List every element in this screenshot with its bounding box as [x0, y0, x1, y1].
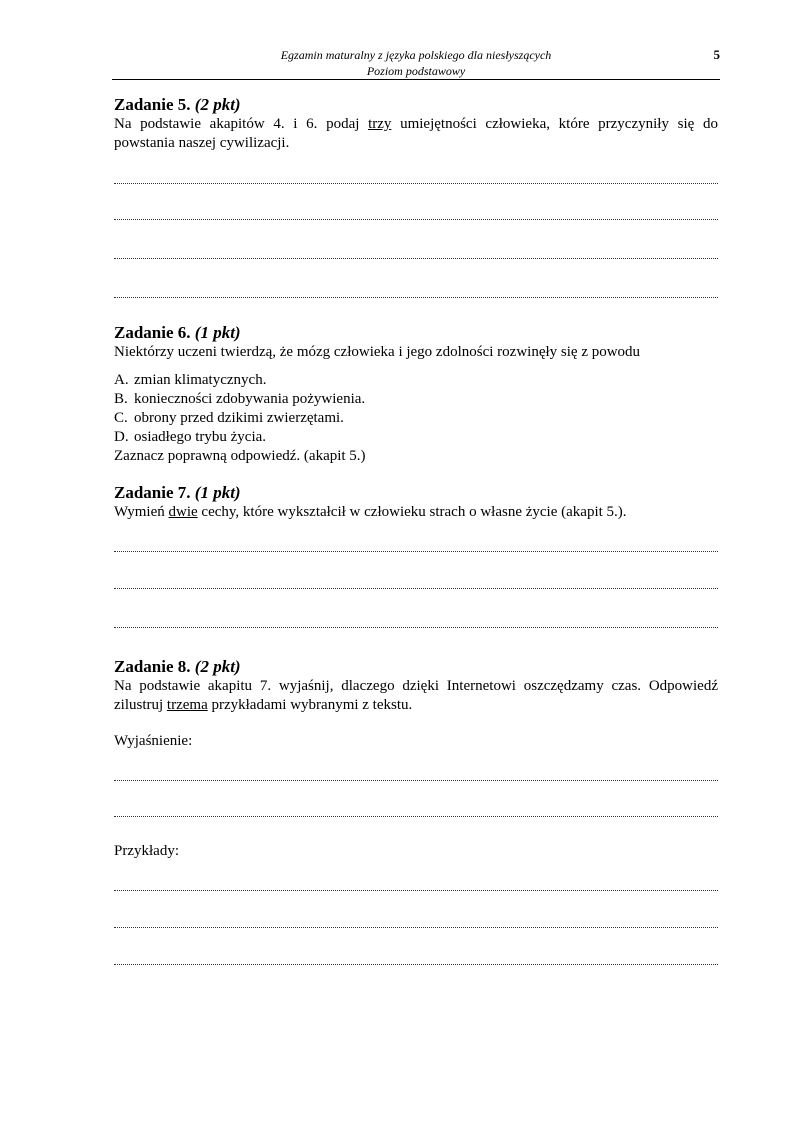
task-6-points: (1 pkt): [194, 323, 241, 342]
explanation-label: Wyjaśnienie:: [114, 733, 193, 749]
answer-line[interactable]: [114, 780, 718, 782]
answer-line[interactable]: [114, 816, 718, 818]
answer-line[interactable]: [114, 588, 718, 590]
task-5: [114, 95, 718, 299]
task-5-underlined: trzy: [368, 116, 392, 132]
task-5-points: (2 pkt): [194, 95, 241, 114]
task-5-prompt: [114, 115, 718, 153]
task-7-text-a: Wymień: [114, 504, 169, 520]
option-c[interactable]: [114, 409, 718, 428]
page-number: 5: [713, 47, 720, 62]
task-6-title: [114, 323, 718, 343]
task-8-underlined: trzema: [166, 697, 208, 713]
task-6-heading: Zadanie 6.: [114, 323, 191, 342]
answer-line[interactable]: [114, 627, 718, 629]
answer-line[interactable]: [114, 890, 718, 892]
task-7-title: [114, 483, 718, 503]
answer-line[interactable]: [114, 183, 718, 185]
option-text: osiadłego trybu życia.: [134, 429, 267, 445]
answer-line[interactable]: [114, 964, 718, 966]
option-text: konieczności zdobywania pożywienia.: [134, 391, 366, 407]
task-8: [114, 657, 718, 966]
task-6-instruction: Zaznacz poprawną odpowiedź. (akapit 5.): [114, 448, 366, 464]
option-letter: C.: [114, 410, 128, 426]
task-6-options: [114, 371, 718, 447]
header-level: Poziom podstawowy: [366, 64, 466, 78]
option-letter: B.: [114, 391, 128, 407]
task-8-text-a: Na podstawie akapitu 7. wyjaśnij, dlaczego dzięki Internetowi oszczędzamy czas. Odpowiedź zilustruj: [114, 678, 718, 713]
task-5-heading: Zadanie 5.: [114, 95, 191, 114]
option-d[interactable]: [114, 428, 718, 447]
answer-line[interactable]: [114, 297, 718, 299]
task-6: [114, 323, 718, 466]
task-7-heading: Zadanie 7.: [114, 483, 191, 502]
answer-line[interactable]: [114, 927, 718, 929]
task-8-text-b: przykładami wybranymi z tekstu.: [207, 697, 413, 713]
header-divider: [112, 79, 720, 80]
option-a[interactable]: [114, 371, 718, 390]
task-8-title: [114, 657, 718, 677]
task-8-heading: Zadanie 8.: [114, 657, 191, 676]
task-7-underlined: dwie: [168, 504, 198, 520]
task-7-points: (1 pkt): [194, 483, 241, 502]
task-7: [114, 483, 718, 629]
option-letter: A.: [114, 372, 129, 388]
task-7-prompt: [114, 503, 718, 522]
answer-line[interactable]: [114, 258, 718, 260]
answer-line[interactable]: [114, 551, 718, 553]
task-8-prompt: [114, 677, 718, 715]
option-b[interactable]: [114, 390, 718, 409]
option-text: obrony przed dzikimi zwierzętami.: [134, 410, 344, 426]
task-8-points: (2 pkt): [194, 657, 241, 676]
option-letter: D.: [114, 429, 129, 445]
task-6-prompt: Niektórzy uczeni twierdzą, że mózg człowieka i jego zdolności rozwinęły się z powodu: [114, 344, 641, 360]
option-text: zmian klimatycznych.: [134, 372, 267, 388]
header-title: Egzamin maturalny z języka polskiego dla niesłyszących: [280, 48, 552, 62]
task-5-title: [114, 95, 718, 115]
task-5-text-a: Na podstawie akapitów 4. i 6. podaj: [114, 116, 369, 132]
answer-line[interactable]: [114, 219, 718, 221]
task-5-text-b: umiejętności człowieka, które przyczyniły się do powstania naszej cywilizacji.: [114, 116, 718, 151]
page-header: [112, 47, 720, 79]
task-7-text-b: cechy, które wykształcił w człowieku strach o własne życie (akapit 5.).: [197, 504, 627, 520]
exam-content: [114, 95, 718, 966]
examples-label: Przykłady:: [114, 843, 179, 859]
